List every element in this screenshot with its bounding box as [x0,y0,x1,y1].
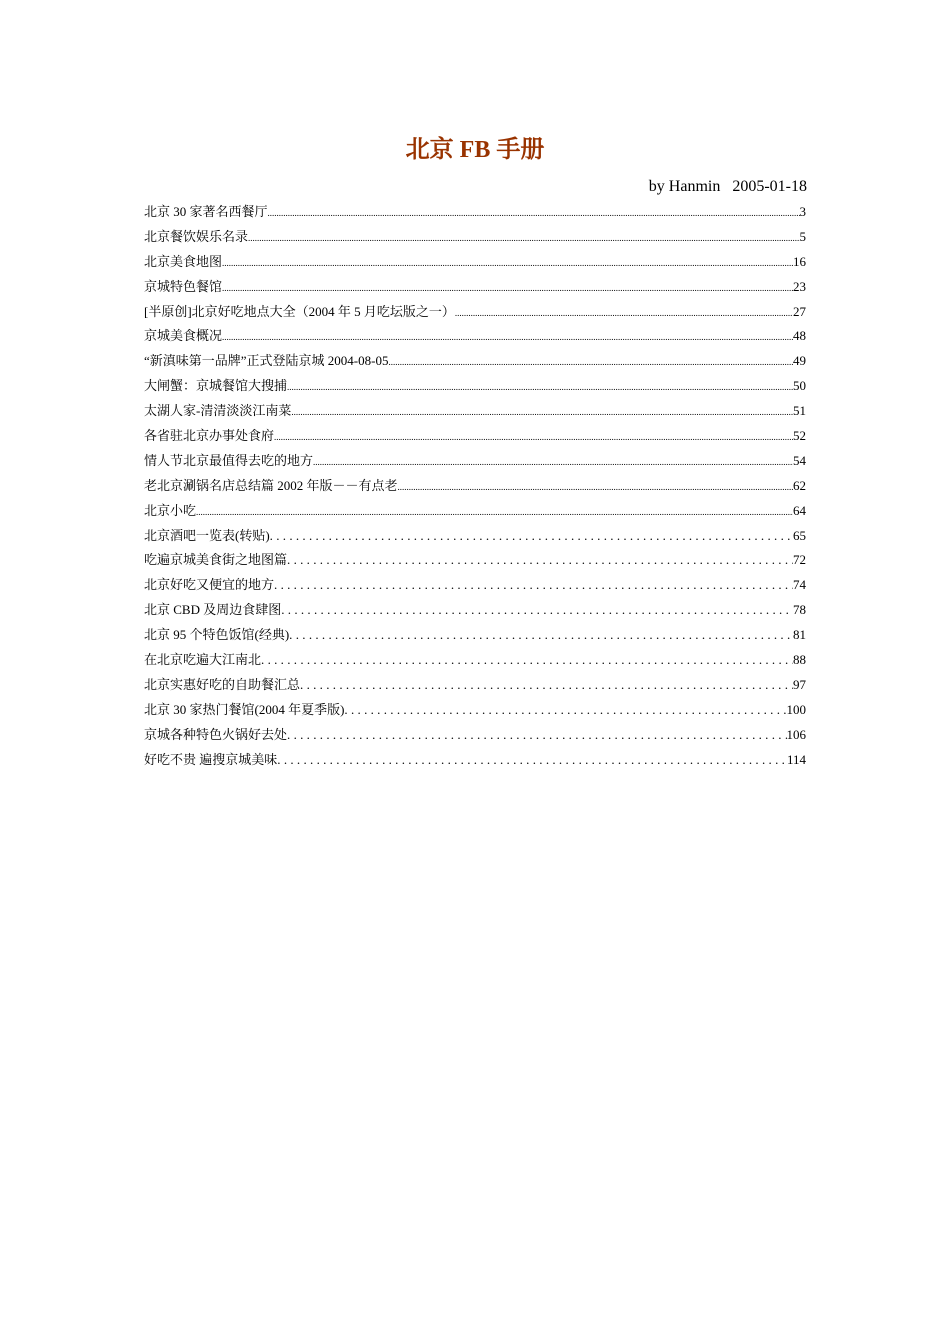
toc-entry[interactable] [144,698,806,723]
toc-entry-title: 北京实惠好吃的自助餐汇总 [144,676,301,692]
toc-dot-leader [388,350,793,375]
toc-dot-leader [274,573,793,598]
toc-entry-title: 北京 30 家热门餐馆(2004 年夏季版) [144,701,345,717]
toc-page-number: 65 [793,527,806,543]
toc-dot-leader [277,748,787,773]
toc-page-number: 81 [793,627,806,643]
toc-page-number: 72 [793,552,806,568]
toc-dot-leader [287,723,786,748]
toc-page-number: 27 [793,303,806,319]
toc-entry[interactable] [144,548,806,573]
toc-entry-title: 北京好吃又便宜的地方 [144,577,275,593]
toc-dot-leader [222,251,793,276]
toc-page-number: 16 [793,253,806,269]
page-title: 北京 FB 手册 [405,137,545,163]
toc-entry[interactable] [144,275,806,300]
toc-dot-leader [196,500,793,525]
toc-entry-title: [半原创]北京好吃地点大全（2004 年 5 月吃坛版之一） [144,303,455,319]
toc-page-number: 49 [793,353,806,369]
toc-page-number: 5 [799,228,806,244]
toc-page-number: 50 [793,378,806,394]
toc-entry-title: 好吃不贵 遍搜京城美味 [144,751,278,767]
toc-dot-leader [398,475,793,500]
toc-page-number: 54 [793,452,806,468]
toc-page-number: 88 [793,652,806,668]
toc-dot-leader [268,201,800,226]
toc-page-number: 52 [793,428,806,444]
toc-entry[interactable] [144,200,806,225]
toc-entry-title: 老北京涮锅名店总结篇 2002 年版－－有点老 [144,477,398,493]
toc-entry-title: 在北京吃遍大江南北 [144,652,262,668]
toc-dot-leader [313,450,793,475]
toc-entry[interactable] [144,598,806,623]
toc-entry[interactable] [144,648,806,673]
toc-page-number: 51 [793,403,806,419]
toc-entry-title: 京城美食概况 [144,328,223,344]
toc-entry[interactable] [144,374,806,399]
toc-dot-leader [261,648,793,673]
toc-dot-leader [287,548,793,573]
toc-dot-leader [344,698,786,723]
toc-entry-title: 北京美食地图 [144,253,223,269]
toc-entry[interactable] [144,673,806,698]
toc-entry[interactable] [144,623,806,648]
toc-entry-title: 太湖人家-清清淡淡江南菜 [144,403,292,419]
toc-entry-title: 情人节北京最值得去吃的地方 [144,452,314,468]
toc-entry[interactable] [144,748,806,773]
toc-entry[interactable] [144,573,806,598]
toc-dot-leader [291,400,793,425]
toc-entry-title: 京城特色餐馆 [144,278,223,294]
toc-entry[interactable] [144,399,806,424]
toc-page-number: 3 [799,204,806,219]
toc-dot-leader [270,524,793,549]
toc-entry-title: 北京 95 个特色饭馆(经典) [144,627,290,643]
toc-entry-title: “新滇味第一品牌”正式登陆京城 2004-08-05 [144,353,389,369]
toc-dot-leader [248,226,799,251]
toc-page-number: 78 [793,602,806,618]
toc-entry[interactable] [144,474,806,499]
toc-entry-title: 北京小吃 [144,502,197,518]
toc-entry[interactable] [144,324,806,349]
toc-dot-leader [281,598,793,623]
toc-entry[interactable] [144,524,806,549]
toc-dot-leader [222,325,793,350]
table-of-contents [144,200,806,772]
toc-page-number: 48 [793,328,806,344]
toc-page-number: 23 [793,278,806,294]
toc-entry-title: 北京 30 家著名西餐厅 [144,204,268,219]
toc-entry-title: 京城各种特色火锅好去处 [144,726,288,742]
toc-page-number: 114 [786,751,806,767]
toc-page-number: 106 [786,726,806,742]
toc-entry[interactable] [144,225,806,250]
toc-dot-leader [289,623,793,648]
toc-page-number: 100 [786,701,806,717]
toc-entry-title: 北京酒吧一览表(转贴) [144,527,270,543]
toc-page-number: 97 [793,676,806,692]
toc-entry[interactable] [144,499,806,524]
toc-entry[interactable] [144,300,806,325]
toc-entry-title: 吃遍京城美食街之地图篇 [144,552,288,568]
toc-entry[interactable] [144,723,806,748]
toc-entry-title: 北京餐饮娱乐名录 [144,228,249,244]
toc-dot-leader [222,276,793,301]
toc-entry[interactable] [144,424,806,449]
toc-dot-leader [300,673,793,698]
toc-entry[interactable] [144,349,806,374]
toc-entry[interactable] [144,449,806,474]
toc-entry-title: 北京 CBD 及周边食肆图 [144,602,282,618]
toc-entry-title: 大闸蟹：京城餐馆大搜捕 [144,378,288,394]
toc-entry-title: 各省驻北京办事处食府 [144,428,275,444]
toc-entry[interactable] [144,250,806,275]
toc-dot-leader [287,375,793,400]
toc-page-number: 74 [793,577,806,593]
toc-page-number: 64 [793,502,806,518]
toc-page-number: 62 [793,477,806,493]
toc-dot-leader [274,425,793,450]
toc-dot-leader [455,301,793,326]
author-date-byline: by Hanmin 2005-01-18 [648,178,807,195]
